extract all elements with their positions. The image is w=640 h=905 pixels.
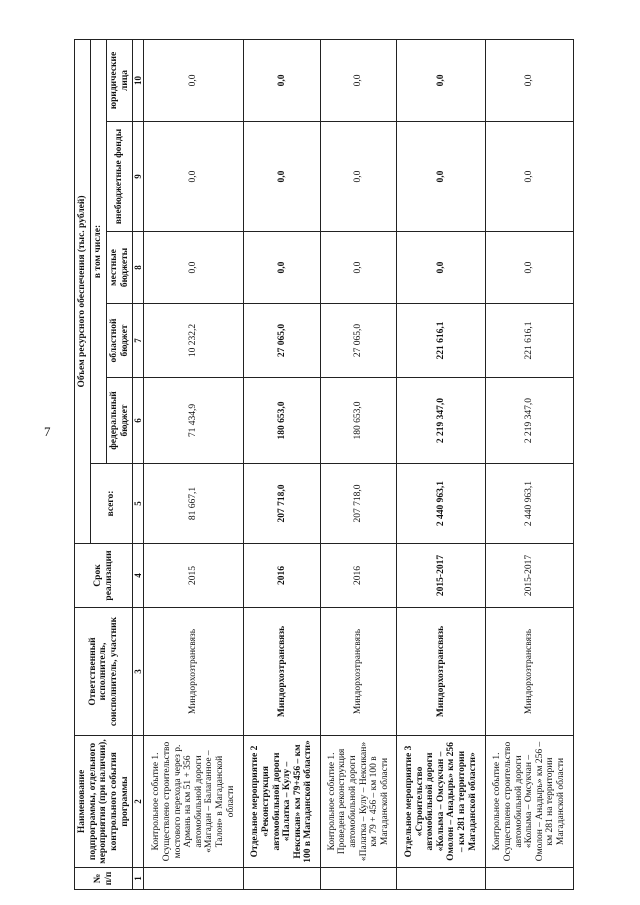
- cell-term: 2016: [320, 544, 397, 608]
- cell-extra: 0,0: [244, 122, 321, 232]
- cell-name: Контрольное событие 1. Проведена реконструкция автомобильной дороги «Палатка – Кулу – Нексикан» км 79 + 456 – км 100 в Магаданской области: [320, 736, 397, 868]
- header-federal: федеральный бюджет: [106, 378, 132, 464]
- cell-no: [397, 868, 485, 890]
- col-number: 5: [133, 464, 144, 544]
- cell-extra: 0,0: [144, 122, 244, 232]
- cell-name: Отдельное мероприятие 3 «Строительство автомобильной дороги «Колыма – Омсукчан – Омолон – Анадырь» км 256 – км 281 на территории Магаданской области»: [397, 736, 485, 868]
- table-row: [485, 39, 573, 889]
- col-number: 3: [133, 608, 144, 736]
- cell-legal: 0,0: [144, 39, 244, 121]
- cell-local: 0,0: [320, 232, 397, 304]
- cell-federal: 71 434,9: [144, 378, 244, 464]
- cell-no: [244, 868, 321, 890]
- cell-name: Отдельное мероприятие 2 «Реконструкция автомобильной дороги «Палатка – Кулу – Нексикан» км 79+456 – км 100 в Магаданской области»: [244, 736, 321, 868]
- cell-federal: 180 653,0: [244, 378, 321, 464]
- cell-no: [320, 868, 397, 890]
- cell-responsible: Миндорхозтрансвязь: [144, 608, 244, 736]
- header-name: Наименование подпрограммы, отдельного мероприятия (при наличии), контрольного события программы: [75, 736, 133, 868]
- rotated-table-area: [74, 40, 574, 890]
- cell-responsible: Миндорхозтрансвязь: [244, 608, 321, 736]
- cell-total: 2 440 963,1: [397, 464, 485, 544]
- cell-term: 2015-2017: [397, 544, 485, 608]
- header-term: Срок реализации: [75, 544, 133, 608]
- cell-legal: 0,0: [485, 39, 573, 121]
- cell-responsible: Миндорхозтрансвязь: [320, 608, 397, 736]
- cell-extra: 0,0: [485, 122, 573, 232]
- col-number: 2: [133, 736, 144, 868]
- cell-extra: 0,0: [320, 122, 397, 232]
- table-row: [397, 39, 485, 889]
- cell-no: [144, 868, 244, 890]
- table-row: [320, 39, 397, 889]
- cell-total: 207 718,0: [320, 464, 397, 544]
- cell-legal: 0,0: [397, 39, 485, 121]
- header-local: местные бюджеты: [106, 232, 132, 304]
- cell-total: 2 440 963,1: [485, 464, 573, 544]
- col-number: 4: [133, 544, 144, 608]
- cell-federal: 180 653,0: [320, 378, 397, 464]
- resource-table-sheet: [74, 40, 574, 890]
- cell-legal: 0,0: [320, 39, 397, 121]
- header-responsible: Ответственный исполнитель, соисполнитель, участник: [75, 608, 133, 736]
- header-regional: областной бюджет: [106, 304, 132, 378]
- cell-regional: 221 616,1: [485, 304, 573, 378]
- header-no: № п/п: [75, 868, 133, 890]
- header-extra: внебюджетные фонды: [106, 122, 132, 232]
- cell-regional: 27 065,0: [320, 304, 397, 378]
- cell-responsible: Миндорхозтрансвязь: [485, 608, 573, 736]
- cell-local: 0,0: [485, 232, 573, 304]
- cell-term: 2015: [144, 544, 244, 608]
- cell-total: 81 667,1: [144, 464, 244, 544]
- cell-total: 207 718,0: [244, 464, 321, 544]
- cell-federal: 2 219 347,0: [397, 378, 485, 464]
- page-number: 7: [44, 424, 51, 439]
- cell-regional: 221 616,1: [397, 304, 485, 378]
- table-row: [244, 39, 321, 889]
- cell-regional: 27 065,0: [244, 304, 321, 378]
- header-total: всего:: [91, 464, 133, 544]
- col-number: 9: [133, 122, 144, 232]
- cell-responsible: Миндорхозтрансвязь: [397, 608, 485, 736]
- table-row: [144, 39, 244, 889]
- cell-federal: 2 219 347,0: [485, 378, 573, 464]
- col-number: 1: [133, 868, 144, 890]
- col-number: 8: [133, 232, 144, 304]
- cell-legal: 0,0: [244, 39, 321, 121]
- cell-regional: 10 232,2: [144, 304, 244, 378]
- cell-term: 2016: [244, 544, 321, 608]
- cell-local: 0,0: [144, 232, 244, 304]
- cell-term: 2015-2017: [485, 544, 573, 608]
- header-legal: юридические лица: [106, 39, 132, 121]
- col-number: 7: [133, 304, 144, 378]
- cell-local: 0,0: [397, 232, 485, 304]
- cell-local: 0,0: [244, 232, 321, 304]
- cell-no: [485, 868, 573, 890]
- resource-table: [74, 39, 574, 890]
- cell-extra: 0,0: [397, 122, 485, 232]
- col-number: 10: [133, 39, 144, 121]
- header-including: в том числе:: [91, 39, 107, 463]
- col-number: 6: [133, 378, 144, 464]
- cell-name: Контрольное событие 1. Осуществлено строительство мостового перехода через р. Армань на км 51 + 356 автомобильной дороги «Магадан – Балаганное – Талон» в Магаданской области: [144, 736, 244, 868]
- cell-name: Контрольное событие 1. Осуществлено строительство автомобильной дороги «Колыма – Омсукчан – Омолон – Анадырь» км 256 – км 281 на территории Магаданской области: [485, 736, 573, 868]
- header-volume: Объем ресурсного обеспечения (тыс. рублей): [75, 39, 91, 543]
